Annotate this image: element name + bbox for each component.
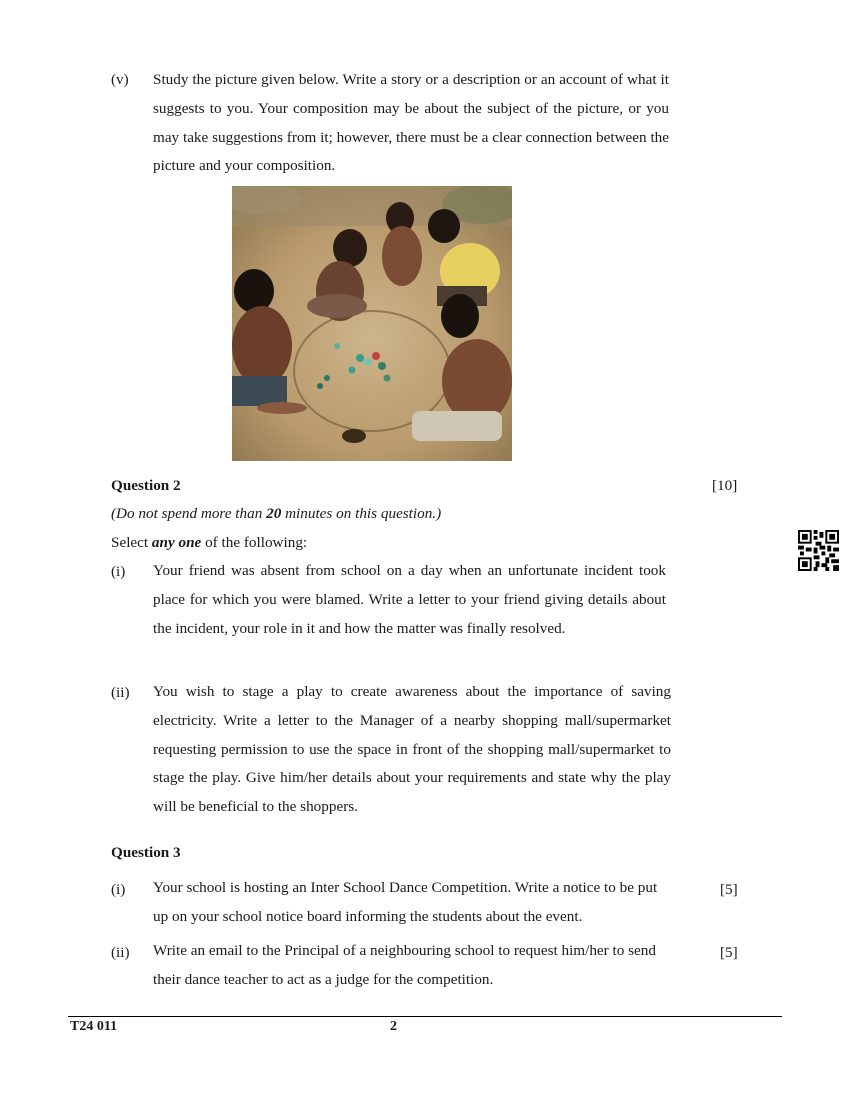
- footer-divider: [68, 1016, 782, 1017]
- question-3-title: Question 3: [111, 844, 181, 861]
- question-2-time-note: [111, 505, 441, 523]
- note-suffix: minutes on this question.): [281, 505, 442, 522]
- qr-code-icon: [798, 530, 839, 571]
- select-any-one: any one: [151, 534, 202, 551]
- question-1v-number: (v): [111, 71, 129, 88]
- question-2-item-text: Your friend was absent from school on a day when an unfortunate incident took place for which you were blamed. Write a letter to your friend giving details about the incident, your role in it and how the matter was finally resolved.: [153, 562, 666, 637]
- question-3-item-number: (ii): [111, 944, 130, 961]
- question-3-item-text: Your school is hosting an Inter School Dance Competition. Write a notice to be put up on your school notice board informing the students about the event.: [153, 879, 658, 925]
- question-2-instruction: [111, 534, 307, 552]
- question-3-item-marks: [5]: [720, 944, 738, 961]
- question-2-item-number: (ii): [111, 684, 130, 701]
- question-2-marks: [10]: [712, 477, 738, 494]
- question-2-item-number: (i): [111, 563, 126, 580]
- question-3-item-marks: [5]: [720, 881, 738, 898]
- note-minutes: 20: [266, 505, 282, 522]
- note-prefix: (Do not spend more than: [111, 505, 267, 522]
- footer-page-number: 2: [390, 1019, 397, 1034]
- question-2-item-text: You wish to stage a play to create awareness about the importance of saving electricity. Write a letter to the Manager of a nearby shopping mall/supermarket requesting permission to use the space in front of the shopping mall/supermarket to stage the play. Give him/her details about your requirements and state why the play will be beneficial to the shoppers.: [153, 683, 671, 816]
- question-3-item-text: Write an email to the Principal of a neighbouring school to request him/her to send their dance teacher to act as a judge for the competition.: [153, 942, 656, 988]
- footer-paper-code: T24 011: [70, 1019, 118, 1034]
- select-suffix: of the following:: [201, 534, 308, 551]
- select-prefix: Select: [111, 534, 152, 551]
- question-1v-text: Study the picture given below. Write a story or a description or an account of what it suggests to you. Your composition may be about the subject of the picture, or you may take suggestions from it; however, there must be a clear connection between the picture and your composition.: [153, 71, 669, 175]
- question-3-item-number: (i): [111, 881, 126, 898]
- children-playing-marbles-picture: [232, 186, 512, 461]
- question-2-title: Question 2: [111, 477, 181, 494]
